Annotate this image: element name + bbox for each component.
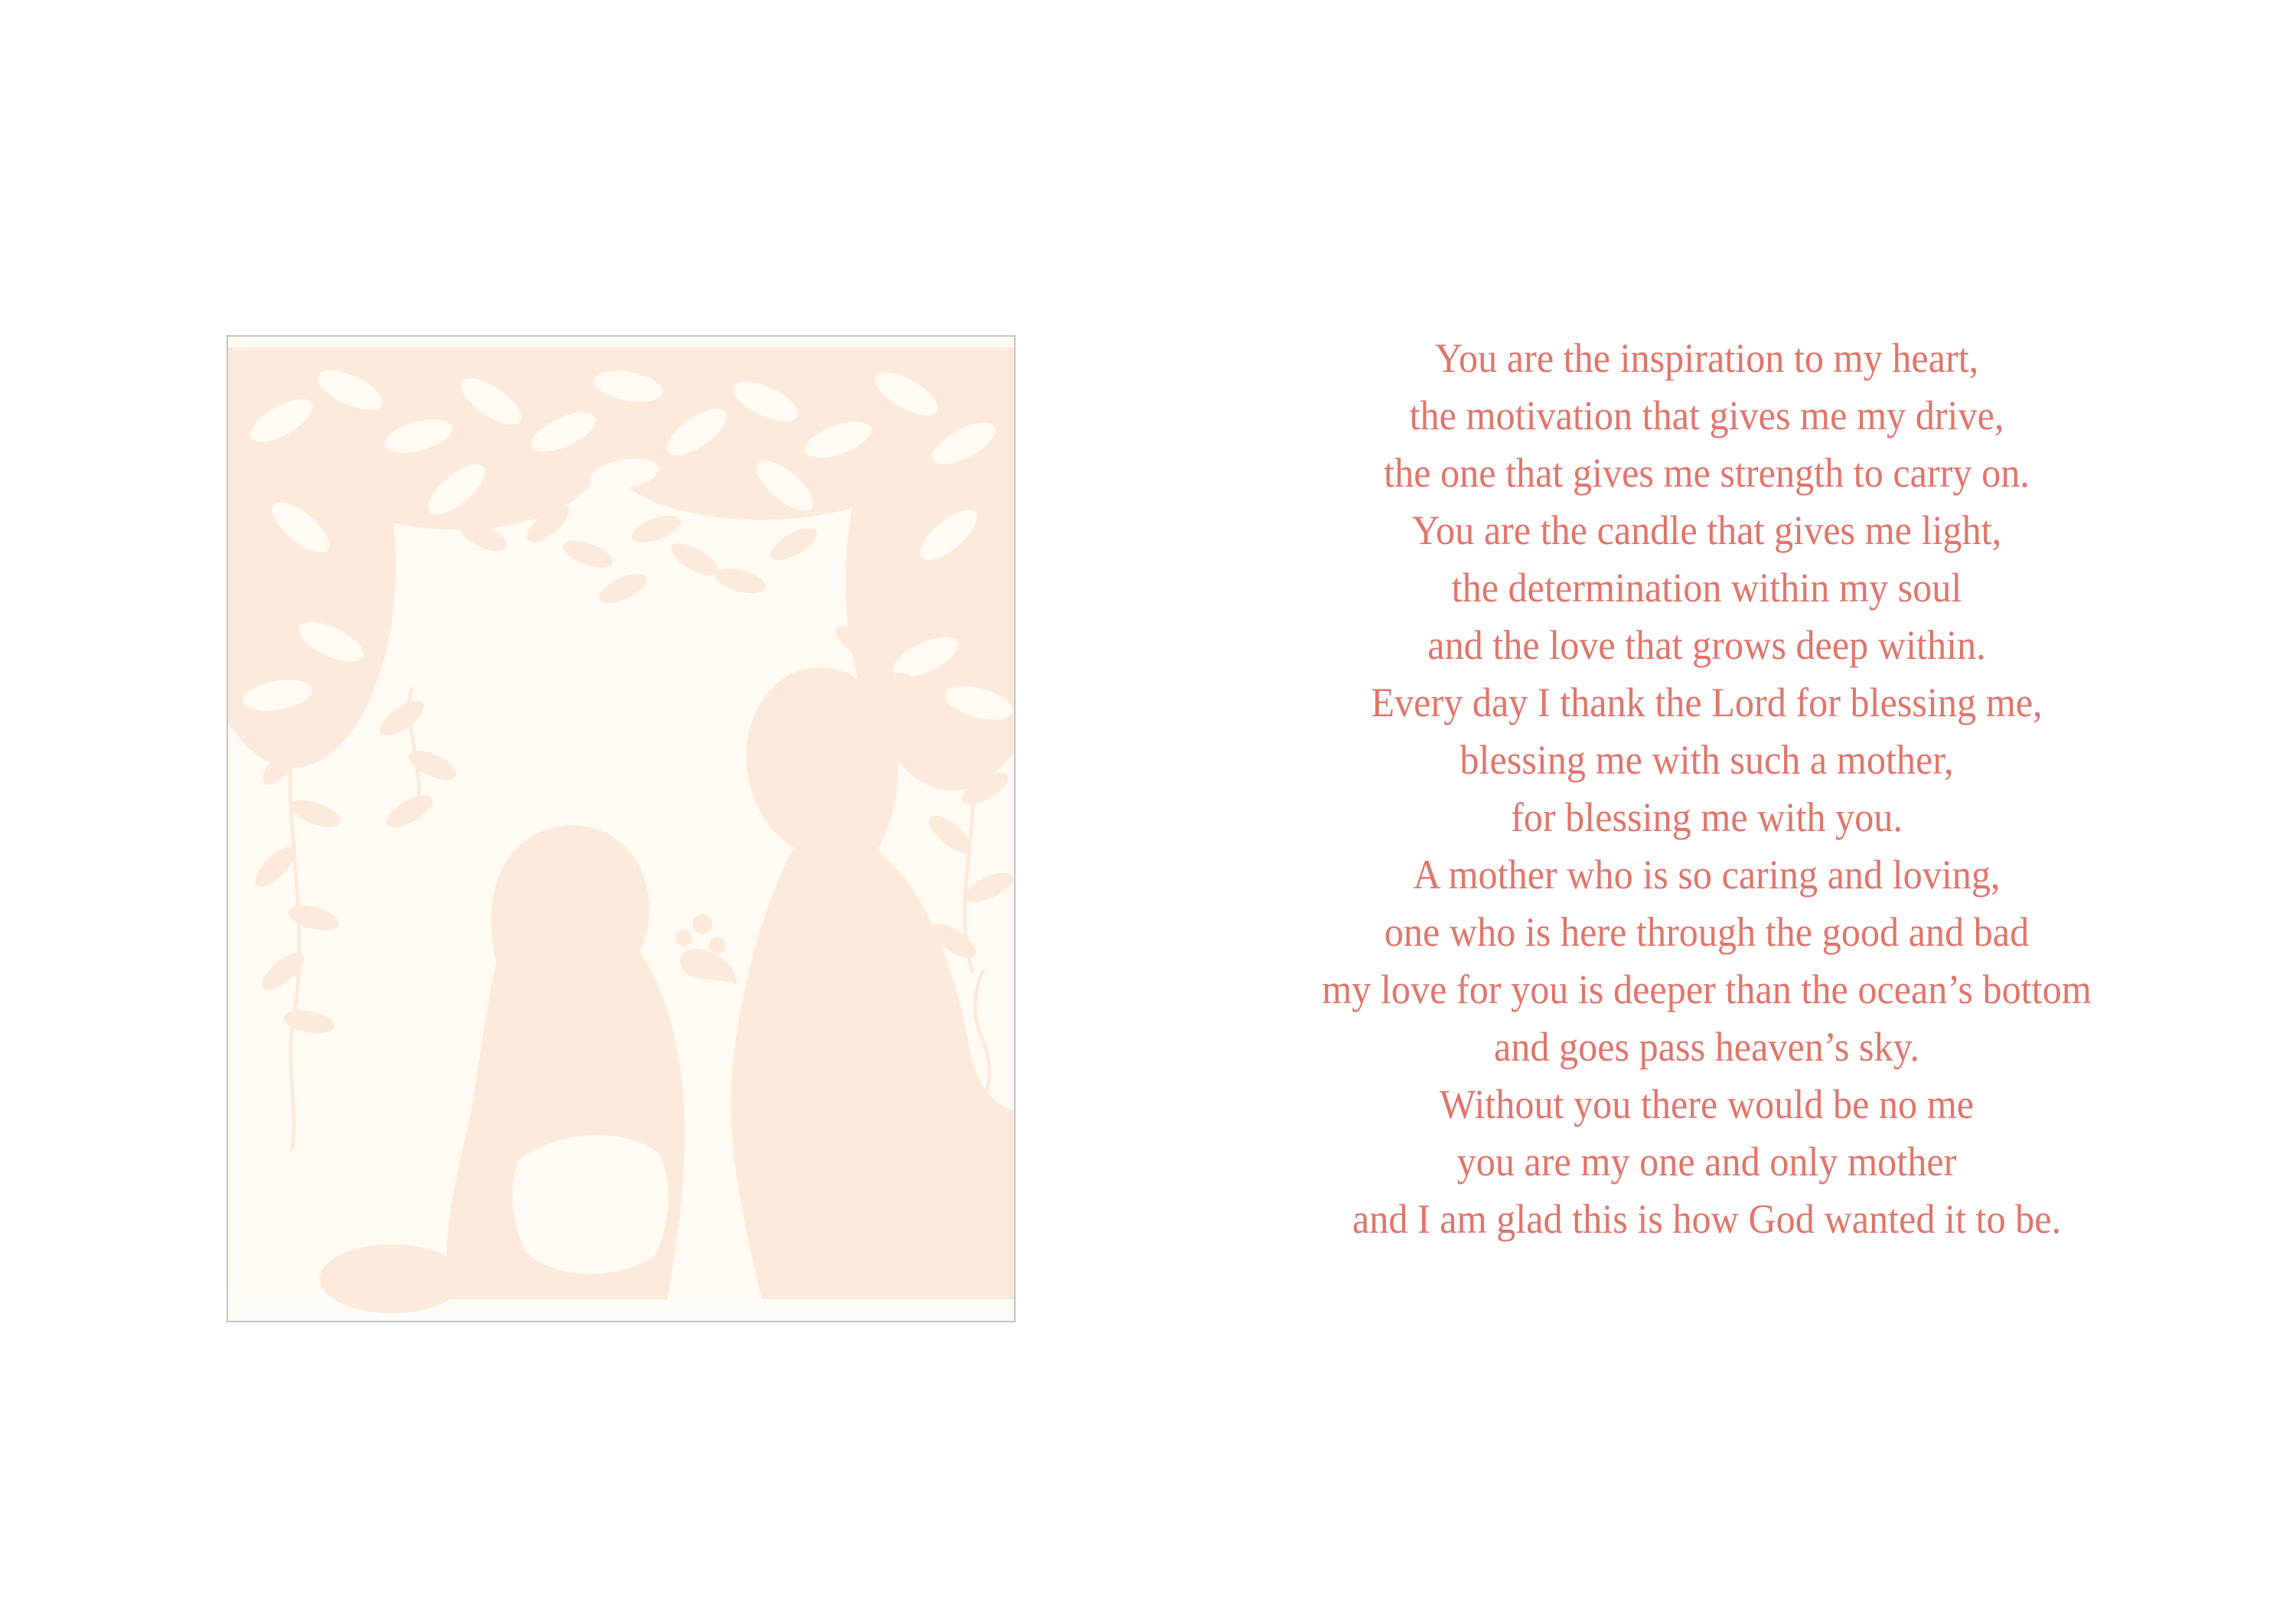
poem-line: one who is here through the good and bad xyxy=(1384,909,2030,955)
poem-line: and the love that grows deep within. xyxy=(1427,622,1986,668)
poem-line: and I am glad this is how God wanted it to be. xyxy=(1352,1196,2062,1242)
poem-line: the determination within my soul xyxy=(1451,565,1962,611)
poem-line: for blessing me with you. xyxy=(1511,794,1903,840)
blanket-cutout xyxy=(513,1135,669,1274)
poem-line: Without you there would be no me xyxy=(1439,1081,1975,1127)
card-illustration xyxy=(227,335,1016,1322)
poem-line: my love for you is deeper than the ocean’s bottom xyxy=(1322,966,2092,1012)
poem-line: You are the candle that gives me light, xyxy=(1411,507,2002,553)
poem-line: the motivation that gives me my drive, xyxy=(1409,393,2004,438)
poem-line: You are the inspiration to my heart, xyxy=(1434,335,1979,381)
poem-line: A mother who is so caring and loving, xyxy=(1413,852,2001,898)
poem-line: Every day I thank the Lord for blessing me, xyxy=(1371,680,2043,725)
poem-text xyxy=(1137,330,2276,1248)
poem-line: you are my one and only mother xyxy=(1456,1139,1957,1185)
poem-line: the one that gives me strength to carry on. xyxy=(1384,450,2030,496)
poem-line: and goes pass heaven’s sky. xyxy=(1493,1024,1920,1070)
mother-child-silhouette-image xyxy=(228,337,1014,1321)
poem-line: blessing me with such a mother, xyxy=(1459,737,1954,783)
